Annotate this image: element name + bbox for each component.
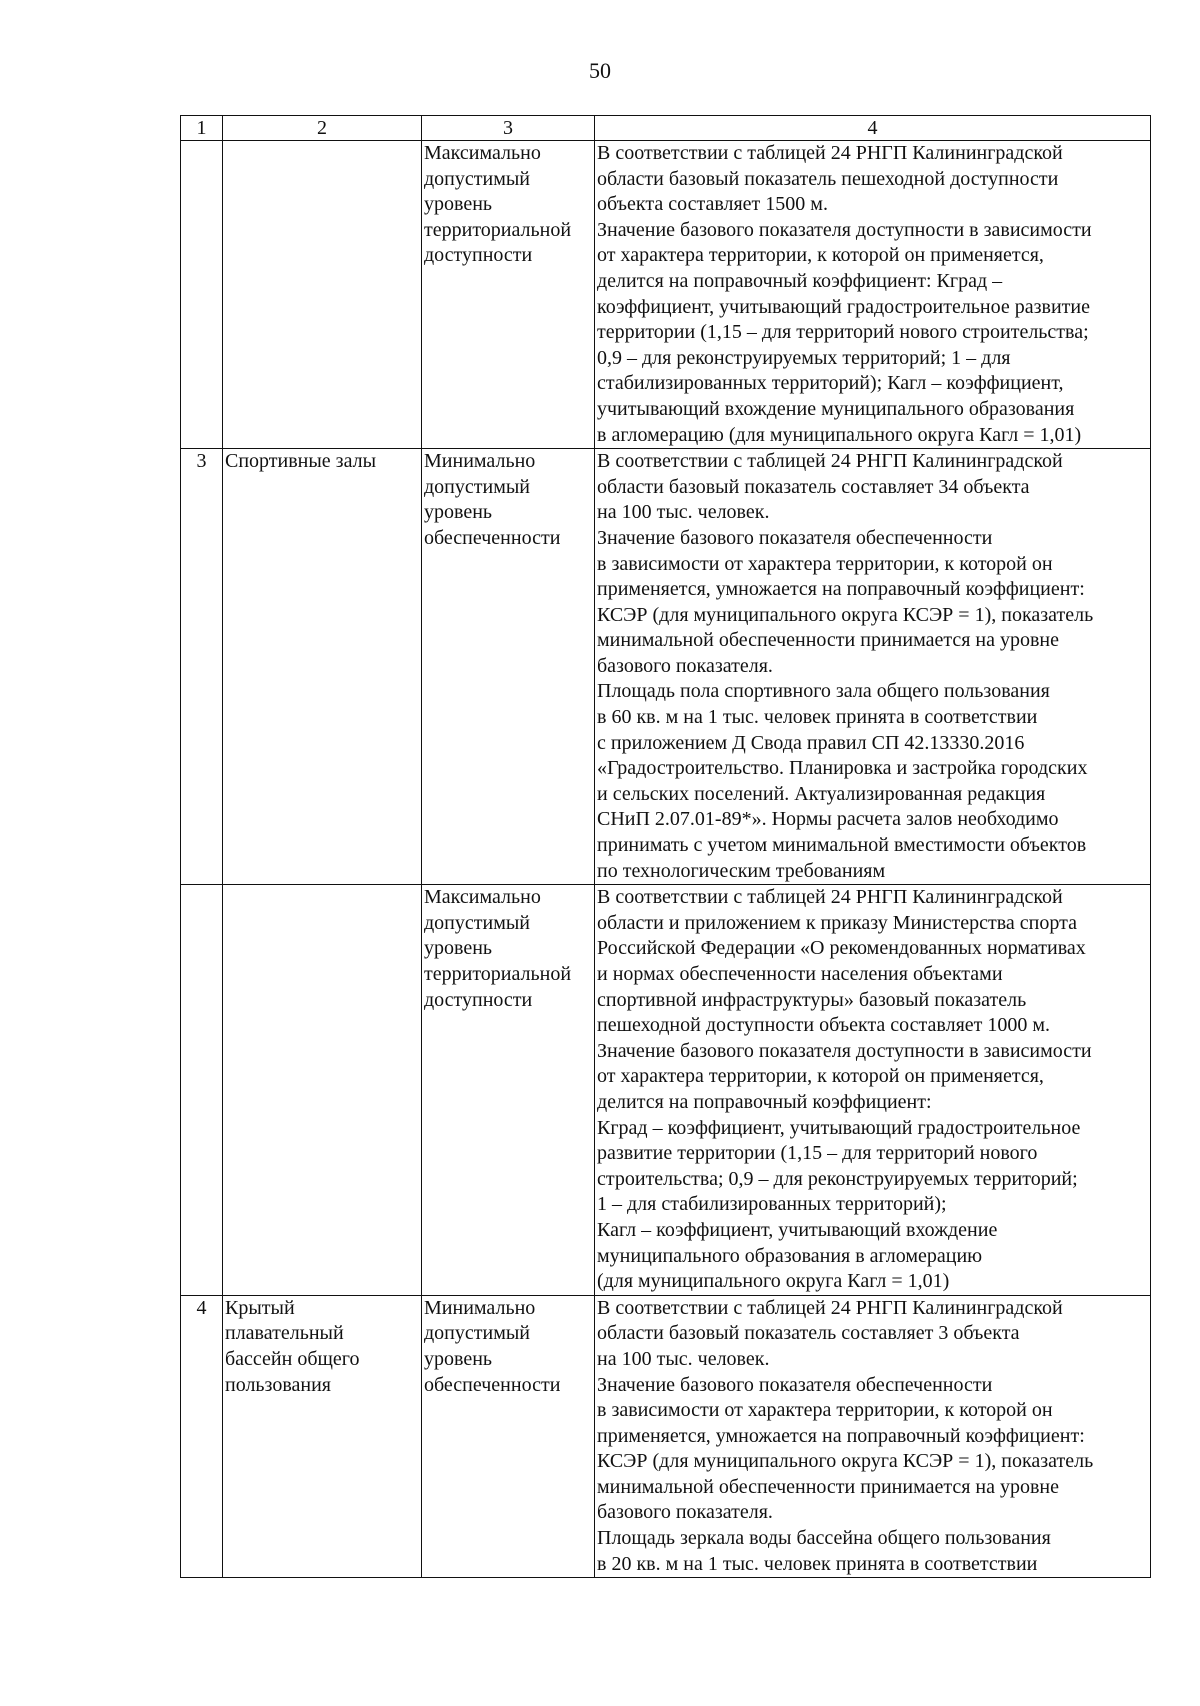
description-line: делится на поправочный коэффициент: Кград – [597, 269, 1003, 292]
description-line: В соответствии с таблицей 24 РНГП Калининградской [597, 1296, 1063, 1319]
description-line: области базовый показатель составляет 3 объекта [597, 1322, 1020, 1345]
description-line: Российской Федерации «О рекомендованных нормативах [597, 937, 1086, 960]
row-number-cell [181, 885, 223, 1296]
table-row [181, 1295, 1151, 1578]
description-line: Кагл – коэффициент, учитывающий вхождение [597, 1218, 998, 1241]
header-cell-2: 2 [223, 116, 422, 141]
description-line: учитывающий вхождение муниципального образования [597, 397, 1075, 420]
page-number: 50 [589, 58, 611, 83]
description-line: по технологическим требованиям [597, 859, 886, 882]
description-line: от характера территории, к которой он применяется, [597, 1065, 1044, 1088]
description-line: В соответствии с таблицей 24 РНГП Калининградской [597, 886, 1063, 909]
description-line: 1 – для стабилизированных территорий); [597, 1193, 947, 1216]
description-line: Значение базового показателя доступности в зависимости [597, 218, 1092, 241]
description-line: 0,9 – для реконструируемых территорий; 1 – для [597, 346, 1011, 369]
description-line: области и приложением к приказу Министерства спорта [597, 911, 1077, 934]
header-cell-3: 3 [422, 116, 595, 141]
description-line: с приложением Д Свода правил СП 42.13330.2016 [597, 731, 1025, 754]
description-line: В соответствии с таблицей 24 РНГП Калининградской [597, 450, 1063, 473]
description-cell [595, 449, 1151, 885]
description-line: на 100 тыс. человек. [597, 501, 770, 524]
table-row [181, 885, 1151, 1296]
row-number-cell: 4 [181, 1295, 223, 1578]
description-line: от характера территории, к которой он применяется, [597, 244, 1044, 267]
table-row [181, 449, 1151, 885]
indicator-cell: Максимально допустимый уровень территориальной доступности [422, 141, 595, 449]
description-line: и сельских поселений. Актуализированная редакция [597, 782, 1046, 805]
description-line: Значение базового показателя доступности в зависимости [597, 1039, 1092, 1062]
description-line: «Градостроительство. Планировка и застройка городских [597, 757, 1088, 780]
description-line: строительства; 0,9 – для реконструируемых территорий; [597, 1167, 1078, 1190]
description-line: спортивной инфраструктуры» базовый показатель [597, 988, 1027, 1011]
row-number-cell: 3 [181, 449, 223, 885]
description-line: на 100 тыс. человек. [597, 1347, 770, 1370]
description-line: применяется, умножается на поправочный коэффициент: [597, 578, 1085, 601]
description-line: в 60 кв. м на 1 тыс. человек принята в соответствии [597, 706, 1038, 729]
facility-name-cell: Крытый плавательный бассейн общего пользования [223, 1295, 422, 1578]
description-line: Кград – коэффициент, учитывающий градостроительное [597, 1116, 1081, 1139]
description-line: развитие территории (1,15 – для территорий нового [597, 1142, 1038, 1165]
indicator-cell: Максимально допустимый уровень территориальной доступности [422, 885, 595, 1296]
indicator-cell: Минимально допустимый уровень обеспеченности [422, 1295, 595, 1578]
facility-name-cell [223, 885, 422, 1296]
norms-table [180, 115, 1151, 1578]
description-line: объекта составляет 1500 м. [597, 193, 828, 216]
description-line: базового показателя. [597, 654, 773, 677]
description-line: области базовый показатель составляет 34 объекта [597, 475, 1030, 498]
description-line: в зависимости от характера территории, к которой он [597, 552, 1053, 575]
description-line: применяется, умножается на поправочный коэффициент: [597, 1424, 1085, 1447]
description-line: в 20 кв. м на 1 тыс. человек принята в соответствии [597, 1552, 1038, 1575]
description-line: (для муниципального округа Кагл = 1,01) [597, 1270, 950, 1293]
description-line: и нормах обеспеченности населения объектами [597, 963, 1003, 985]
description-line: Значение базового показателя обеспеченности [597, 526, 993, 549]
header-cell-4: 4 [595, 116, 1151, 141]
description-line: СНиП 2.07.01-89*». Нормы расчета залов необходимо [597, 808, 1059, 831]
description-line: принимать с учетом минимальной вместимости объектов [597, 834, 1087, 857]
description-line: базового показателя. [597, 1501, 773, 1524]
description-line: коэффициент, учитывающий градостроительное развитие [597, 295, 1090, 318]
description-line: пешеходной доступности объекта составляет 1000 м. [597, 1014, 1051, 1037]
description-line: стабилизированных территорий); Кагл – коэффициент, [597, 372, 1064, 395]
facility-name-cell [223, 141, 422, 449]
table-row [181, 141, 1151, 449]
description-line: территории (1,15 – для территорий нового строительства; [597, 321, 1089, 344]
description-line: Площадь пола спортивного зала общего пользования [597, 680, 1050, 703]
indicator-cell: Минимально допустимый уровень обеспеченности [422, 449, 595, 885]
description-line: области базовый показатель пешеходной доступности [597, 167, 1059, 190]
description-cell [595, 1295, 1151, 1578]
description-line: КСЭР (для муниципального округа КСЭР = 1), показатель [597, 1450, 1094, 1473]
description-line: КСЭР (для муниципального округа КСЭР = 1), показатель [597, 603, 1094, 626]
table-header-row [181, 116, 1151, 141]
description-line: в зависимости от характера территории, к которой он [597, 1399, 1053, 1422]
row-number-cell [181, 141, 223, 449]
description-line: муниципального образования в агломерацию [597, 1244, 983, 1267]
description-line: делится на поправочный коэффициент: [597, 1090, 932, 1113]
description-line: Площадь зеркала воды бассейна общего пользования [597, 1527, 1051, 1550]
description-line: Значение базового показателя обеспеченности [597, 1373, 993, 1396]
description-line: В соответствии с таблицей 24 РНГП Калининградской [597, 142, 1063, 164]
description-line: минимальной обеспеченности принимается на уровне [597, 629, 1060, 652]
description-cell [595, 885, 1151, 1296]
description-cell [595, 141, 1151, 449]
description-line: минимальной обеспеченности принимается на уровне [597, 1475, 1060, 1498]
description-line: в агломерацию (для муниципального округа Кагл = 1,01) [597, 423, 1082, 446]
facility-name-cell: Спортивные залы [223, 449, 422, 885]
header-cell-1: 1 [181, 116, 223, 141]
